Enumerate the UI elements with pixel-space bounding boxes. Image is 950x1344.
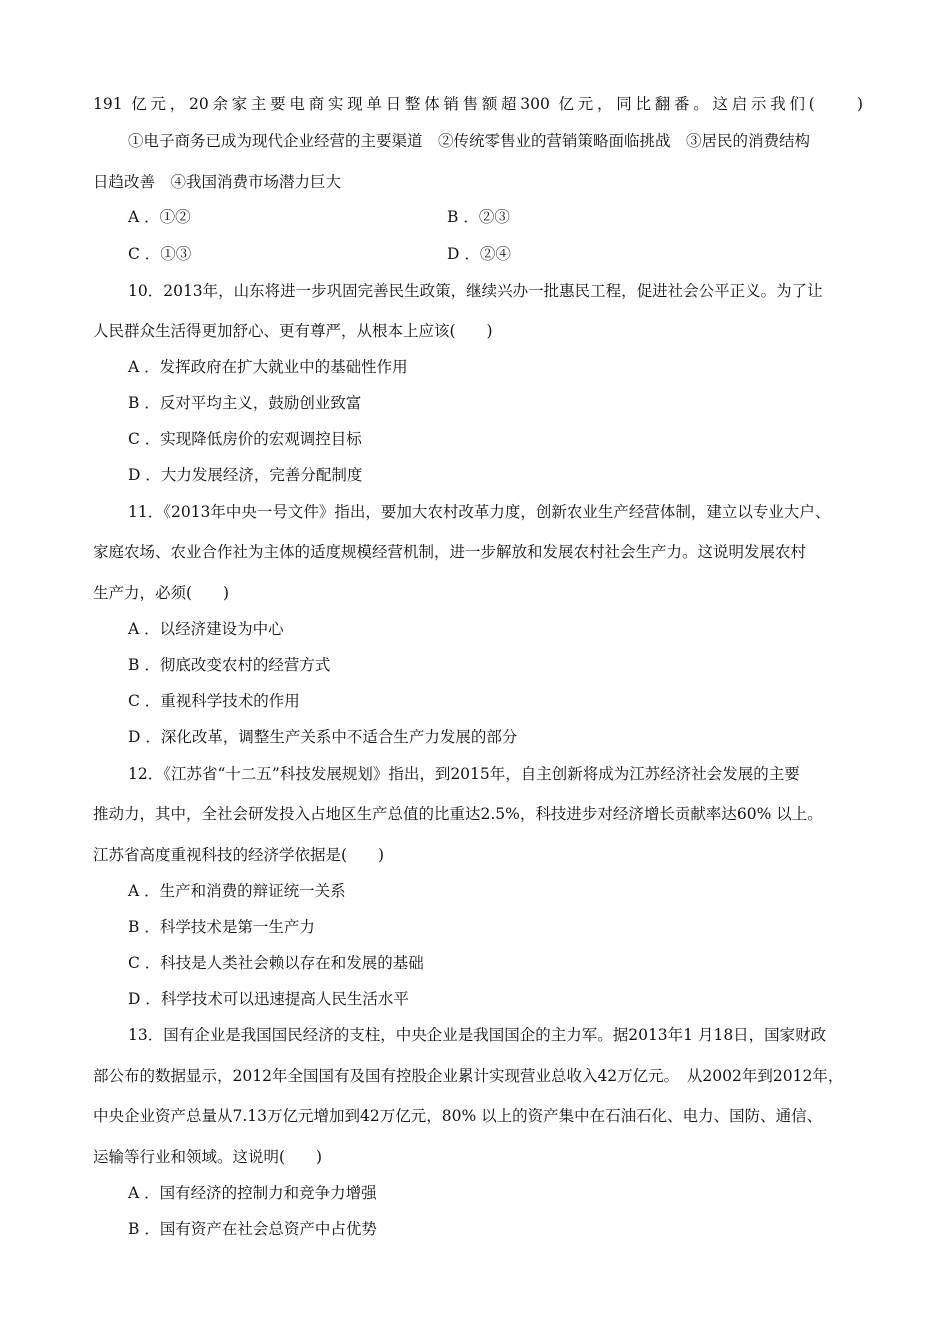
q12-option-b: B ．科学技术是第一生产力 xyxy=(128,918,315,936)
q11-option-d: D ．深化改革，调整生产关系中不适合生产力发展的部分 xyxy=(128,728,518,746)
q13-stem-line-4: 运输等行业和领域。这说明( ) xyxy=(93,1148,323,1166)
q13-stem-line-3: 中央企业资产总量从7.13万亿元增加到42万亿元，80% 以上的资产集中在石油石化、电力、国防、通信、 xyxy=(93,1107,823,1125)
q13-stem-line-1: 13．国有企业是我国国民经济的支柱，中央企业是我国国企的主力军。据2013年1 月18日，国家财政 xyxy=(128,1026,827,1044)
q9-statements-line-2: 日趋改善 ④我国消费市场潜力巨大 xyxy=(93,173,342,191)
q11-stem-line-3: 生产力，必须( ) xyxy=(93,584,230,602)
q10-option-c: C ．实现降低房价的宏观调控目标 xyxy=(128,430,362,448)
q11-option-b: B ．彻底改变农村的经营方式 xyxy=(128,656,331,674)
q12-stem-line-3: 江苏省高度重视科技的经济学依据是( ) xyxy=(93,846,385,864)
q9-option-d: D ．②④ xyxy=(447,245,511,263)
q10-option-a: A ．发挥政府在扩大就业中的基础性作用 xyxy=(128,358,408,376)
q12-stem-line-1: 12．《江苏省“十二五”科技发展规划》指出，到2015年，自主创新将成为江苏经济社会发展的主要 xyxy=(128,765,800,783)
q13-stem-line-2: 部公布的数据显示，2012年全国国有及国有控股企业累计实现营业总收入42万亿元。 从2002年到2012年， xyxy=(93,1067,844,1085)
q9-option-a: A ．①② xyxy=(128,208,191,226)
q10-stem-line-1: 10．2013年，山东将进一步巩固完善民生政策，继续兴办一批惠民工程，促进社会公平正义。为了让 xyxy=(128,282,823,300)
q13-option-a: A ．国有经济的控制力和竞争力增强 xyxy=(128,1184,377,1202)
q11-stem-line-2: 家庭农场、农业合作社为主体的适度规模经营机制，进一步解放和发展农村社会生产力。这说明发展农村 xyxy=(93,543,807,561)
q12-option-a: A ．生产和消费的辩证统一关系 xyxy=(128,882,346,900)
q10-option-d: D ．大力发展经济，完善分配制度 xyxy=(128,466,363,484)
q9-stem-line-1: 191 亿元，20余家主要电商实现单日整体销售额超300 亿元，同比翻番。这启示我们( ) xyxy=(93,95,863,113)
q12-option-c: C ．科技是人类社会赖以存在和发展的基础 xyxy=(128,954,424,972)
q13-option-b: B ．国有资产在社会总资产中占优势 xyxy=(128,1220,377,1238)
q9-option-c: C ．①③ xyxy=(128,245,192,263)
q9-option-b: B ．②③ xyxy=(447,208,510,226)
q12-stem-line-2: 推动力，其中，全社会研发投入占地区生产总值的比重达2.5%，科技进步对经济增长贡献率达60% 以上。 xyxy=(93,805,823,823)
q11-option-a: A ．以经济建设为中心 xyxy=(128,620,284,638)
q10-option-b: B ．反对平均主义，鼓励创业致富 xyxy=(128,394,362,412)
q9-statements-line-1: ①电子商务已成为现代企业经营的主要渠道 ②传统零售业的营销策略面临挑战 ③居民的消费结构 xyxy=(128,132,811,150)
q12-option-d: D ．科学技术可以迅速提高人民生活水平 xyxy=(128,990,409,1008)
q11-stem-line-1: 11．《2013年中央一号文件》指出，要加大农村改革力度，创新农业生产经营体制，建立以专业大户、 xyxy=(128,503,831,521)
q10-stem-line-2: 人民群众生活得更加舒心、更有尊严，从根本上应该( ) xyxy=(93,322,493,340)
q11-option-c: C ．重视科学技术的作用 xyxy=(128,692,300,710)
